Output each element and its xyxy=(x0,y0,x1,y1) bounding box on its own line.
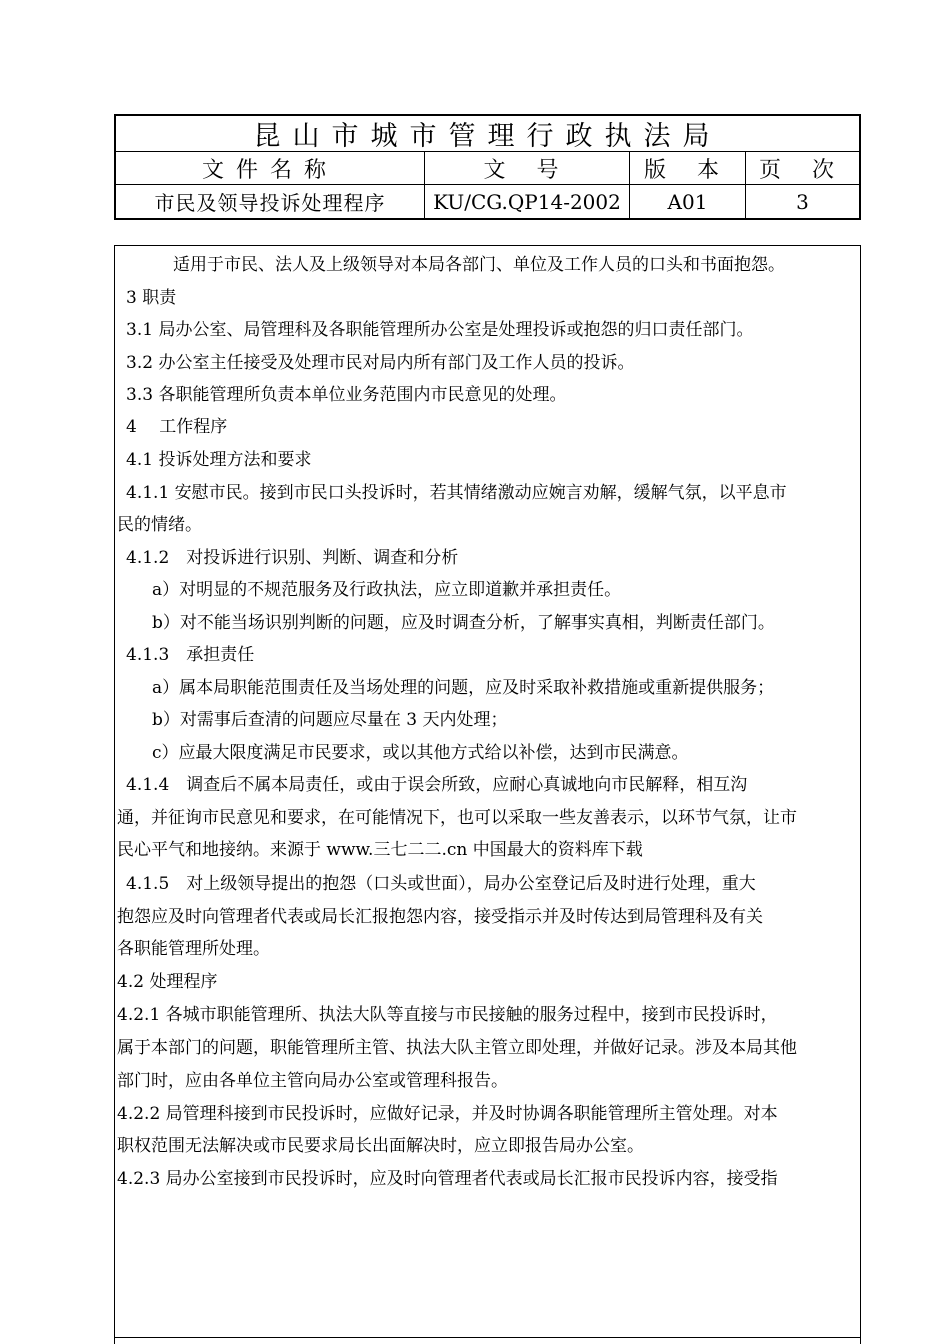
col-header-version: 版 本 xyxy=(630,152,746,184)
doc-number-value: KU/CG.QP14-2002 xyxy=(425,185,630,218)
document-header-table xyxy=(114,114,861,220)
body-line: 4.1.4 调查后不属本局责任，或由于误会所致，应耐心真诚地向市民解释，相互沟 xyxy=(126,775,748,795)
body-line: 4 工作程序 xyxy=(126,417,228,437)
body-line: 4.2.3 局办公室接到市民投诉时，应及时向管理者代表或局长汇报市民投诉内容，接受指 xyxy=(117,1169,778,1189)
page-value: 3 xyxy=(796,189,809,214)
body-line: 3.1 局办公室、局管理科及各职能管理所办公室是处理投诉或抱怨的归口责任部门。 xyxy=(126,320,754,340)
body-line: 民心平气和地接纳。来源于 www.三七二二.cn 中国最大的资料库下载 xyxy=(117,840,643,860)
version-value: A01 xyxy=(630,185,746,218)
col-header-doc-number: 文 号 xyxy=(425,152,630,184)
body-line: 属于本部门的问题，职能管理所主管、执法大队主管立即处理，并做好记录。涉及本局其他 xyxy=(117,1038,797,1058)
doc-name-value: 市民及领导投诉处理程序 xyxy=(116,185,425,218)
body-line: b）对不能当场识别判断的问题，应及时调查分析，了解事实真相，判断责任部门。 xyxy=(152,613,775,633)
body-line: 3.2 办公室主任接受及处理市民对局内所有部门及工作人员的投诉。 xyxy=(126,353,635,373)
body-line: 3 职责 xyxy=(126,288,177,308)
body-line: 各职能管理所处理。 xyxy=(117,939,270,959)
body-line: c）应最大限度满足市民要求，或以其他方式给以补偿，达到市民满意。 xyxy=(152,743,689,763)
body-line: 通，并征询市民意见和要求，在可能情况下，也可以采取一些友善表示，以环节气氛，让市 xyxy=(117,808,797,828)
body-line: a）属本局职能范围责任及当场处理的问题，应及时采取补救措施或重新提供服务； xyxy=(152,678,775,698)
body-line: a）对明显的不规范服务及行政执法，应立即道歉并承担责任。 xyxy=(152,580,622,600)
header-values-row xyxy=(116,185,859,218)
col-header-doc-name: 文件名称 xyxy=(116,152,425,184)
body-line: 抱怨应及时向管理者代表或局长汇报抱怨内容，接受指示并及时传达到局管理科及有关 xyxy=(117,907,763,927)
body-line: 职权范围无法解决或市民要求局长出面解决时，应立即报告局办公室。 xyxy=(117,1136,644,1156)
body-line: 4.1 投诉处理方法和要求 xyxy=(126,450,312,470)
body-line: 4.1.1 安慰市民。接到市民口头投诉时，若其情绪激动应婉言劝解，缓解气氛，以平息市 xyxy=(126,483,787,503)
body-line: b）对需事后查清的问题应尽量在 3 天内处理； xyxy=(152,710,508,730)
body-line: 适用于市民、法人及上级领导对本局各部门、单位及工作人员的口头和书面抱怨。 xyxy=(173,255,785,275)
body-line: 4.1.2 对投诉进行识别、判断、调查和分析 xyxy=(126,548,459,568)
body-line: 4.1.5 对上级领导提出的抱怨（口头或世面），局办公室登记后及时进行处理，重大 xyxy=(126,874,756,894)
body-bottom-rule xyxy=(115,1337,860,1338)
body-line: 4.2.1 各城市职能管理所、执法大队等直接与市民接触的服务过程中，接到市民投诉时， xyxy=(117,1005,778,1025)
body-line: 4.1.3 承担责任 xyxy=(126,645,255,665)
body-line: 3.3 各职能管理所负责本单位业务范围内市民意见的处理。 xyxy=(126,385,567,405)
body-line: 4.2 处理程序 xyxy=(117,972,218,992)
body-line: 4.2.2 局管理科接到市民投诉时，应做好记录，并及时协调各职能管理所主管处理。对本 xyxy=(117,1104,778,1124)
col-header-page: 页 次 xyxy=(759,157,846,183)
org-title: 昆山市城市管理行政执法局 xyxy=(116,116,859,152)
header-labels-row xyxy=(116,152,859,185)
body-line: 民的情绪。 xyxy=(117,515,202,535)
body-line: 部门时，应由各单位主管向局办公室或管理科报告。 xyxy=(117,1071,508,1091)
document-body xyxy=(114,245,861,1344)
